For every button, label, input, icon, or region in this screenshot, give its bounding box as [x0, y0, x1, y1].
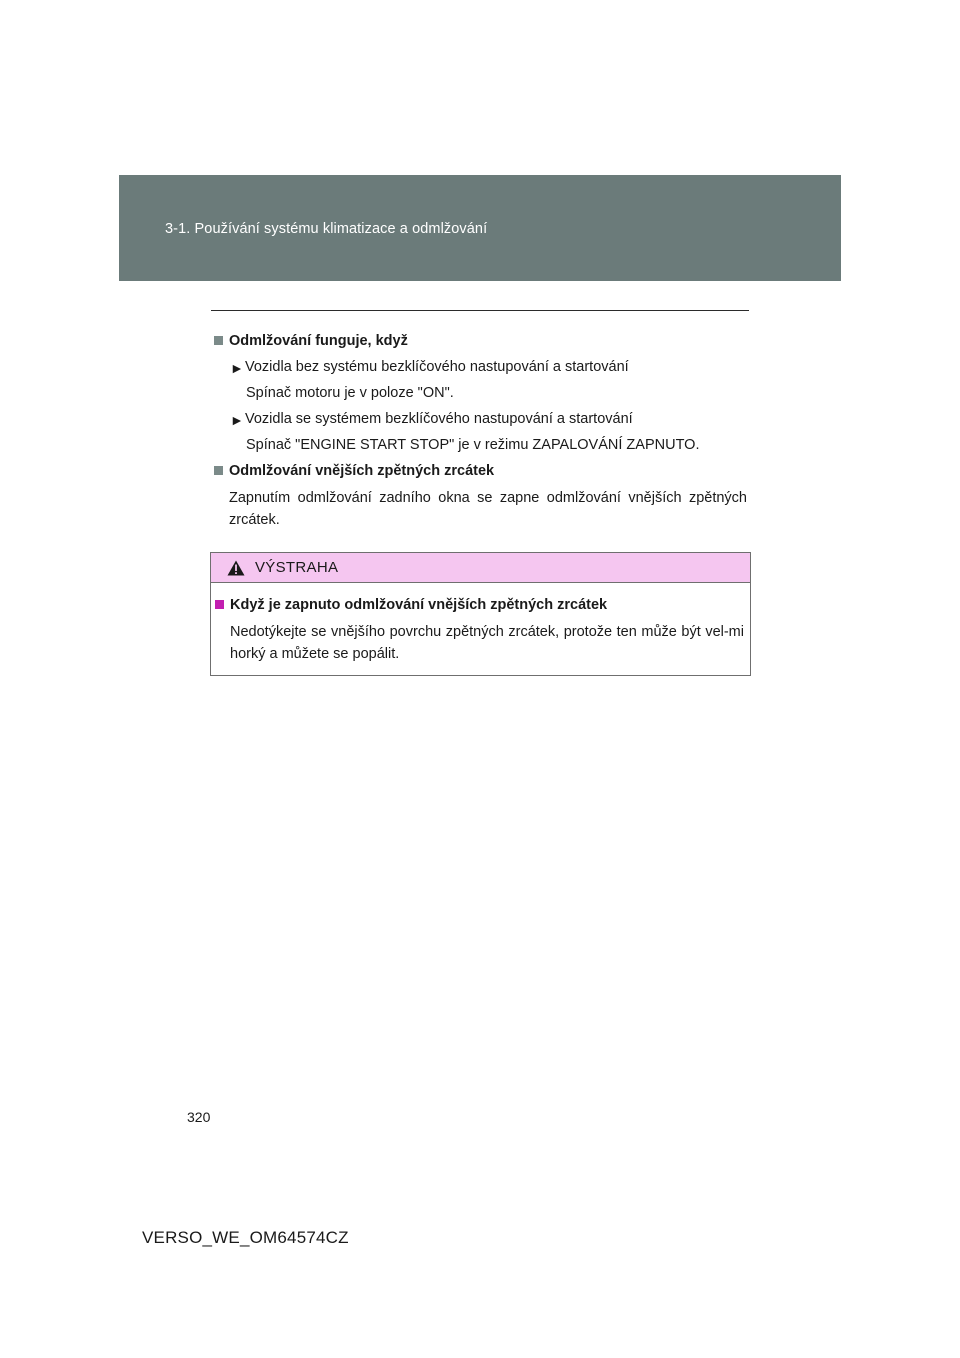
- section-heading-mirror-defogging: Odmlžování vnějších zpětných zrcátek: [212, 461, 752, 487]
- warning-header: [211, 553, 750, 583]
- page-number: 320: [187, 1109, 211, 1125]
- warning-title: VÝSTRAHA: [255, 559, 339, 576]
- mirror-defogging-text: Zapnutím odmlžování zadního okna se zapne odmlžování vnějších zpětných zrcátek.: [229, 490, 747, 528]
- arrow-right-icon: ►: [230, 360, 244, 376]
- chapter-title: 3-1. Používání systému klimatizace a odmlžování: [165, 221, 488, 237]
- square-bullet-icon: [214, 466, 223, 475]
- arrow-right-icon: ►: [230, 412, 244, 428]
- document-code: VERSO_WE_OM64574CZ: [142, 1228, 349, 1247]
- warning-heading: Když je zapnuto odmlžování vnějších zpětných zrcátek: [213, 595, 749, 621]
- list-item: ► Vozidla bez systému bezklíčového nastupování a startování: [230, 359, 629, 376]
- warning-box: [210, 552, 751, 676]
- section-divider: [211, 310, 749, 311]
- square-bullet-icon: [214, 336, 223, 345]
- list-item-detail: Spínač "ENGINE START STOP" je v režimu ZAPALOVÁNÍ ZAPNUTO.: [246, 437, 700, 453]
- warning-text: Nedotýkejte se vnějšího povrchu zpětných zrcátek, protože ten může být vel-mi horký a můžete se popálit.: [230, 624, 744, 662]
- chapter-header-band: [119, 175, 841, 281]
- warning-triangle-icon: [227, 560, 245, 576]
- list-item: ► Vozidla se systémem bezklíčového nastupování a startování: [230, 411, 633, 428]
- square-bullet-icon: [215, 600, 224, 609]
- section-heading-defogging-conditions: Odmlžování funguje, když: [212, 331, 752, 357]
- warning-body: [213, 595, 749, 665]
- main-content: [212, 331, 752, 531]
- list-item-detail: Spínač motoru je v poloze "ON".: [246, 385, 454, 401]
